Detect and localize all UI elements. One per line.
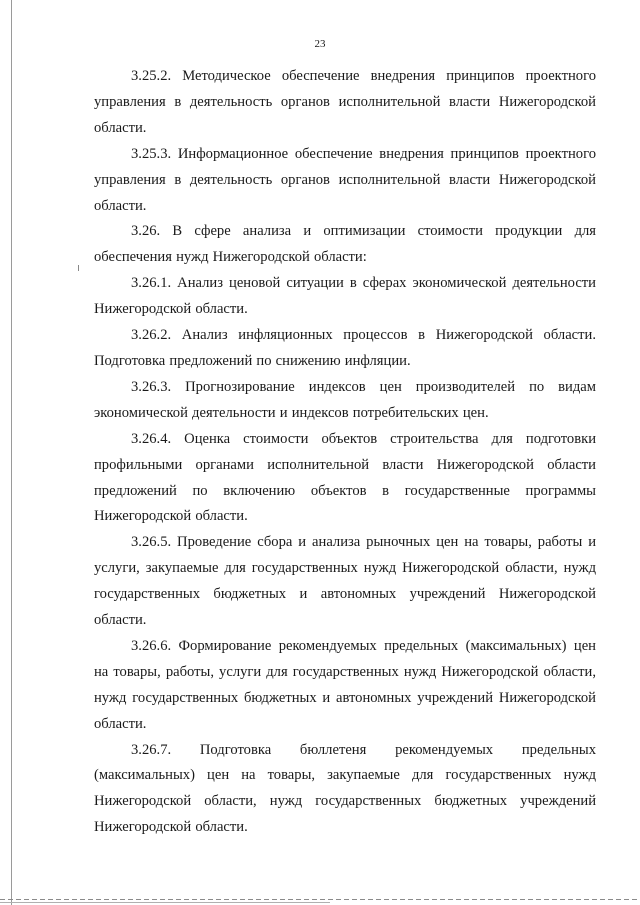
document-body [94,64,596,841]
scan-mark [78,265,79,271]
paragraph-3-26-4: 3.26.4. Оценка стоимости объектов строительства для подготовки профильными органами исполнительной власти Нижегородской области предложений по включению объектов в государственные программы Нижегородской области. [94,430,596,525]
page-number: 23 [314,38,326,50]
paragraph-3-26: 3.26. В сфере анализа и оптимизации стоимости продукции для обеспечения нужд Нижегородской области: [94,223,596,266]
paragraph-3-26-2: 3.26.2. Анализ инфляционных процессов в Нижегородской области. Подготовка предложений по снижению инфляции. [94,327,596,369]
scan-bottom-line [0,902,330,903]
paragraph-3-26-3: 3.26.3. Прогнозирование индексов цен производителей по видам экономической деятельности и индексов потребительских цен. [94,378,596,421]
scan-bottom-edge [0,899,640,900]
paragraph-3-26-7: 3.26.7. Подготовка бюллетеня рекомендуемых предельных (максимальных) цен на товары, закупаемые для государственных нужд Нижегородской области, нужд государственных бюджетных учреждений Нижегородской области. [94,741,596,836]
paragraph-3-26-6: 3.26.6. Формирование рекомендуемых предельных (максимальных) цен на товары, работы, услуги для государственных нужд Нижегородской области, нужд государственных бюджетных и автономных учреждений Нижегородской области. [94,637,596,732]
paragraph-3-26-1: 3.26.1. Анализ ценовой ситуации в сферах экономической деятельности Нижегородской области. [94,275,596,318]
paragraph-3-25-3: 3.25.3. Информационное обеспечение внедрения принципов проектного управления в деятельность органов исполнительной власти Нижегородской области. [94,145,596,214]
paragraph-3-25-2: 3.25.2. Методическое обеспечение внедрения принципов проектного управления в деятельность органов исполнительной власти Нижегородской области. [94,68,596,136]
paragraph-3-26-5: 3.26.5. Проведение сбора и анализа рыночных цен на товары, работы и услуги, закупаемые для государственных нужд Нижегородской области, нужд государственных бюджетных и автономных учреждений Нижегородской области. [94,534,596,629]
scan-left-edge [11,0,12,905]
